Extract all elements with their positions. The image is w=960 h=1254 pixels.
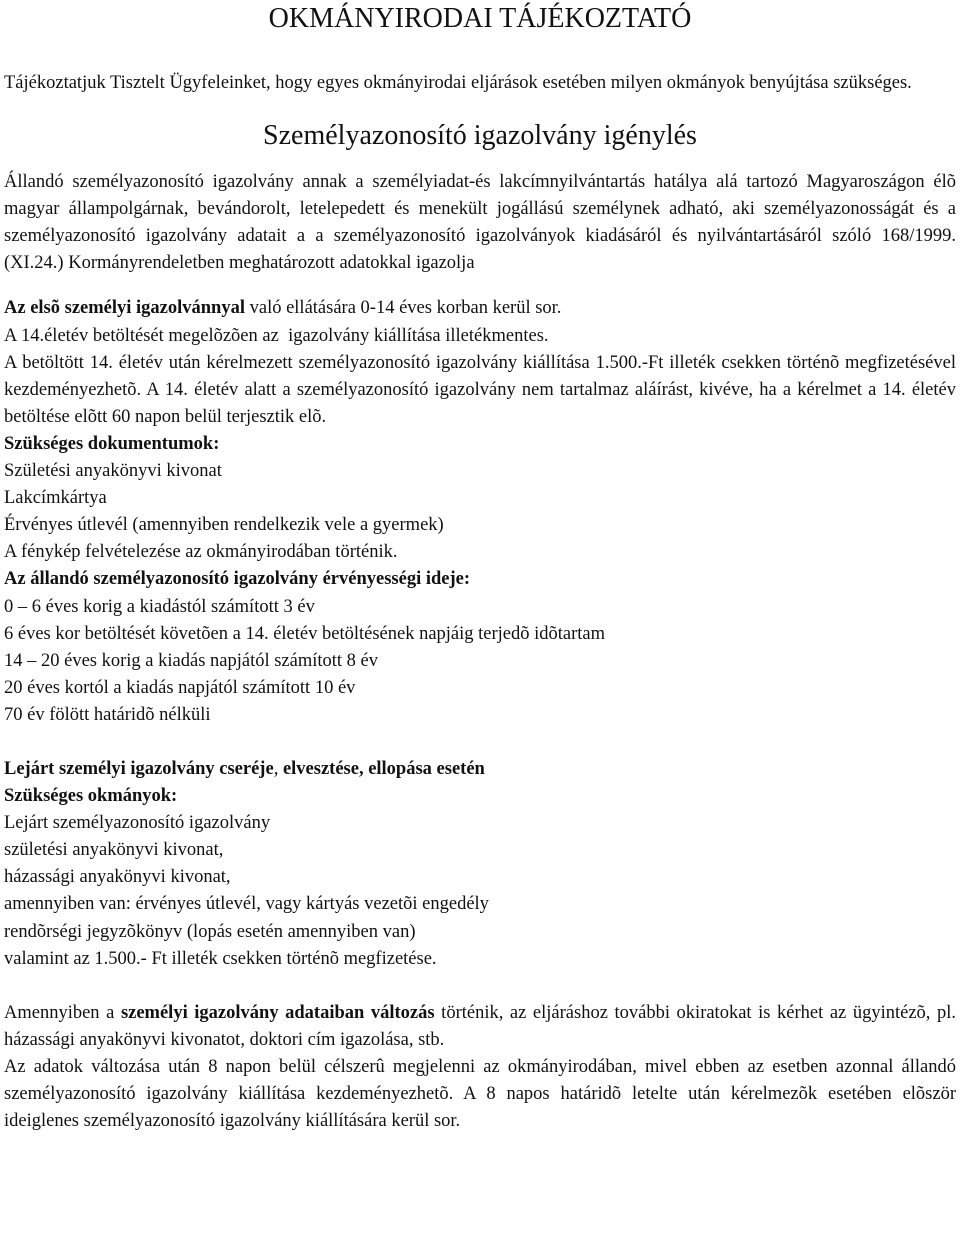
required-list bbox=[4, 810, 956, 973]
lost-heading-part2: elvesztése, ellopása esetén bbox=[282, 758, 485, 779]
fee-exempt-line: A 14.életév betöltését megelõzõen az igazolvány kiállítása illetékmentes. bbox=[4, 325, 549, 346]
final-paragraph: Az adatok változása után 8 napon belül célszerû megjelenni az okmányirodában, mivel ebben az esetben azonnal állandó személyazonosító igazolvány kiállítása kezdeményezhetõ. A 8 napos határidõ letelte után kérelmezõk esetében elõször ideiglenes személyazonosító igazolvány kiállítására kerül sor. bbox=[4, 1056, 956, 1132]
list-item: A fénykép felvételezése az okmányirodában történik. bbox=[4, 542, 398, 563]
docs-list bbox=[4, 458, 956, 566]
fee-paragraph: A betöltött 14. életév után kérelmezett személyazonosító igazolvány kiállítása 1.500.-Ft illeték csekken történõ megfizetésével kezdeményezhetõ. A 14. életév alatt a személyazonosító igazolvány nem tartalmaz aláírást, kivéve, ha a kérelmet a 14. életév betöltése elõtt 60 napon belül terjesztik elõ. bbox=[4, 352, 956, 427]
list-item: valamint az 1.500.- Ft illeték csekken történõ megfizetése. bbox=[4, 948, 437, 969]
list-item: Lejárt személyazonosító igazolvány bbox=[4, 813, 271, 834]
validity-list bbox=[4, 594, 956, 729]
first-id-rest: való ellátására 0-14 éves korban kerül sor. bbox=[244, 298, 562, 319]
list-item: 6 éves kor betöltését követõen a 14. életév betöltésének napjáig terjedõ idõtartam bbox=[4, 623, 606, 644]
eligibility-paragraph: Állandó személyazonosító igazolvány annak a személyiadat-és lakcímnyilvántartás hatálya alá tartozó Magyaroszágon élõ magyar állampolgárnak, bevándorolt, letelepedett és menekült jogállású személynek adható, aki személyazonosságát és a személyazonosító igazolvány adatait a a személyazonosító igazolványok kiadásáról és nyilvántartásáról szóló 168/1999. (XI.24.) Kormányrendeletben meghatározott adatokkal igazolja bbox=[4, 172, 956, 274]
change-post: történik, az eljáráshoz további okiratokat is kérhet az ügyintézõ, pl. házassági anyakönyvi kivonatot, doktori cím igazolása, stb. bbox=[4, 1002, 957, 1050]
list-item: 14 – 20 éves korig a kiadás napjától számított 8 év bbox=[4, 650, 379, 671]
list-item: Érvényes útlevél (amennyiben rendelkezik vele a gyermek) bbox=[4, 515, 444, 536]
change-pre: Amennyiben a bbox=[4, 1002, 121, 1023]
list-item: 0 – 6 éves korig a kiadástól számított 3 év bbox=[4, 596, 315, 617]
intro-paragraph: Tájékoztatjuk Tisztelt Ügyfeleinket, hogy egyes okmányirodai eljárások esetében milyen okmányok benyújtása szükséges. bbox=[4, 73, 912, 93]
section-title: Személyazonosító igazolvány igénylés bbox=[263, 120, 697, 152]
list-item: Lakcímkártya bbox=[4, 488, 107, 509]
lost-heading-sep: , bbox=[273, 758, 283, 779]
validity-heading: Az állandó személyazonosító igazolvány érvényességi ideje: bbox=[4, 569, 471, 590]
list-item: amennyiben van: érvényes útlevél, vagy kártyás vezetõi engedély bbox=[4, 894, 489, 915]
document-page bbox=[4, 0, 956, 1135]
page-title: OKMÁNYIRODAI TÁJÉKOZTATÓ bbox=[268, 3, 692, 34]
first-id-bold: Az elsõ személyi igazolvánnyal bbox=[4, 298, 245, 319]
change-bold: személyi igazolvány adataiban változás bbox=[120, 1002, 435, 1023]
list-item: 70 év fölött határidõ nélküli bbox=[4, 704, 211, 725]
list-item: születési anyakönyvi kivonat, bbox=[4, 840, 224, 861]
lost-heading bbox=[4, 756, 956, 783]
list-item: Születési anyakönyvi kivonat bbox=[4, 461, 222, 482]
docs-heading: Szükséges dokumentumok: bbox=[4, 433, 220, 454]
required-heading: Szükséges okmányok: bbox=[4, 786, 178, 807]
first-id-line bbox=[4, 295, 956, 322]
list-item: rendõrségi jegyzõkönyv (lopás esetén amennyiben van) bbox=[4, 921, 416, 942]
change-paragraph bbox=[4, 1000, 956, 1054]
lost-heading-part1: Lejárt személyi igazolvány cseréje bbox=[4, 758, 274, 779]
list-item: házassági anyakönyvi kivonat, bbox=[4, 867, 231, 888]
list-item: 20 éves kortól a kiadás napjától számított 10 év bbox=[4, 677, 356, 698]
